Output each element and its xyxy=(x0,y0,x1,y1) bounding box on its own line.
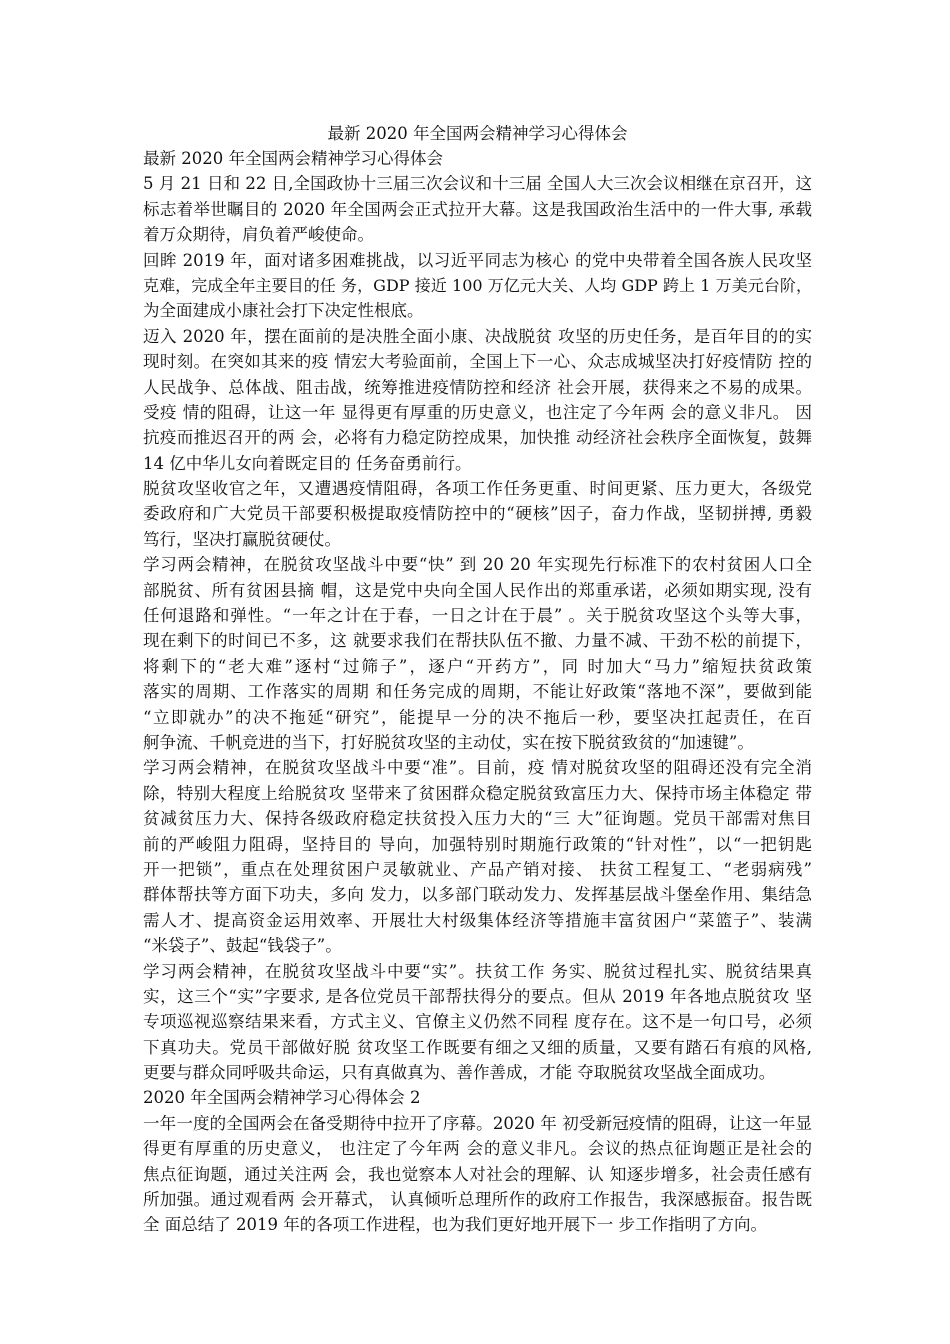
body-line: 5 月 21 日和 22 日,全国政协十三届三次会议和十三届 全国人大三次会议相继在京召开，这 xyxy=(143,174,812,194)
body-line: 实，这三个“实”字要求, 是各位党员干部帮扶得分的要点。但从 2019 年各地点脱贫攻 坚 xyxy=(143,986,812,1006)
body-line: 焦点征询题，通过关注两 会，我也觉察本人对社会的理解、认 知逐步增多，社会责任感有 xyxy=(143,1164,812,1184)
body-line: 学习两会精神，在脱贫攻坚战斗中要“准”。目前，疫 情对脱贫攻坚的阻碍还没有完全消 xyxy=(143,758,812,778)
body-line: 将剩下的“老大难”逐村“过筛子”，逐户“开药方”，同 时加大“马力”缩短扶贫政策 xyxy=(143,656,812,676)
body-line: 克难，完成全年主要目的任 务，GDP 接近 100 万亿元大关、人均 GDP 跨上 1 万美元台阶， xyxy=(143,275,812,295)
document-body xyxy=(143,146,812,1238)
body-line: 人民战争、总体战、阻击战，统筹推进疫情防控和经济 社会开展，获得来之不易的成果。 xyxy=(143,377,812,397)
body-line: 一年一度的全国两会在备受期待中拉开了序幕。2020 年 初受新冠疫情的阻碍，让这一年显 xyxy=(143,1113,812,1133)
body-line: 前的严峻阻力阻碍，坚持目的 导向，加强特别时期施行政策的“针对性”，以“一把钥匙 xyxy=(143,834,812,854)
body-line: 更要与群众同呼吸共命运，只有真做真为、善作善成，才能 夺取脱贫攻坚战全面成功。 xyxy=(143,1063,776,1083)
body-line: 抗疫而推迟召开的两 会，必将有力稳定防控成果，加快推 动经济社会秩序全面恢复，鼓舞 xyxy=(143,428,812,448)
document-title: 最新 2020 年全国两会精神学习心得体会 xyxy=(327,124,628,143)
body-line: 落实的周期、工作落实的周期 和任务完成的周期，不能让好政策“落地不深”，要做到能 xyxy=(143,682,812,702)
body-line: 贫减贫压力大、保持各级政府稳定扶贫投入压力大的“三 大”征询题。党员干部需对焦目 xyxy=(143,809,812,829)
body-line: 14 亿中华儿女向着既定目的 任务奋勇前行。 xyxy=(143,453,472,473)
body-line: 下真功夫。党员干部做好脱 贫攻坚工作既要有细之又细的质量，又要有踏石有痕的风格, xyxy=(143,1037,812,1057)
body-line: 笃行，坚决打赢脱贫硬仗。 xyxy=(143,529,341,549)
body-line: 2020 年全国两会精神学习心得体会 2 xyxy=(143,1088,421,1108)
body-line: 需人才、提高资金运用效率、开展壮大村级集体经济等措施丰富贫困户“菜篮子”、装满 xyxy=(143,910,812,930)
body-line: 着万众期待，肩负着严峻使命。 xyxy=(143,225,374,245)
body-line: “立即就办”的决不拖延“研究”，能提早一分的决不拖后一秒，要坚决扛起责任，在百 xyxy=(143,707,812,727)
body-line: 所加强。通过观看两 会开幕式， 认真倾听总理所作的政府工作报告，我深感振奋。报告既 xyxy=(143,1190,812,1210)
body-line: 得更有厚重的历史意义， 也注定了今年两 会的意义非凡。会议的热点征询题正是社会的 xyxy=(143,1139,812,1159)
body-line: 脱贫攻坚收官之年，又遭遇疫情阻碍，各项工作任务更重、时间更紧、压力更大，各级党 xyxy=(143,479,812,499)
body-line: 全 面总结了 2019 年的各项工作进程，也为我们更好地开展下一 步工作指明了方向。 xyxy=(143,1215,767,1235)
body-line: 舸争流、千帆竞进的当下，打好脱贫攻坚的主动仗，实在按下脱贫致贫的“加速键”。 xyxy=(143,732,754,752)
body-line: 专项巡视巡察结果来看，方式主义、官僚主义仍然不同程 度存在。这不是一句口号，必须 xyxy=(143,1012,812,1032)
body-line: 除，特别大程度上给脱贫攻 坚带来了贫困群众稳定脱贫致富压力大、保持市场主体稳定 带 xyxy=(143,783,812,803)
body-line: 学习两会精神，在脱贫攻坚战斗中要“快” 到 20 20 年实现先行标准下的农村贫困人口全 xyxy=(143,555,812,575)
body-line: 为全面建成小康社会打下决定性根底。 xyxy=(143,301,424,321)
body-line: 受疫 情的阻碍，让这一年 显得更有厚重的历史意义，也注定了今年两 会的意义非凡。 因 xyxy=(143,402,812,422)
body-line: 任何退路和弹性。“一年之计在于春，一日之计在于晨” 。关于脱贫攻坚这个头等大事， xyxy=(143,606,812,626)
document-page xyxy=(143,121,812,1238)
body-line: 委政府和广大党员干部要积极提取疫情防控中的“硬核”因子，奋力作战，坚韧拼搏, 勇毅 xyxy=(143,504,812,524)
body-line: 最新 2020 年全国两会精神学习心得体会 xyxy=(143,149,443,168)
body-line: 开一把锁”，重点在处理贫困户灵敏就业、产品产销对接、 扶贫工程复工、“老弱病残” xyxy=(143,859,812,879)
body-line: 现时刻。在突如其来的疫 情宏大考验面前，全国上下一心、众志成城坚决打好疫情防 控的 xyxy=(143,352,812,372)
body-line: 迈入 2020 年，摆在面前的是决胜全面小康、决战脱贫 攻坚的历史任务，是百年目的的实 xyxy=(143,326,812,346)
body-line: 回眸 2019 年，面对诸多困难挑战，以习近平同志为核心 的党中央带着全国各族人民攻坚 xyxy=(143,250,812,270)
body-line: 标志着举世瞩目的 2020 年全国两会正式拉开大幕。这是我国政治生活中的一件大事, 承载 xyxy=(143,199,812,219)
body-line: 现在剩下的时间已不多，这 就要求我们在帮扶队伍不撤、力量不减、干劲不松的前提下， xyxy=(143,631,812,651)
body-line: 部脱贫、所有贫困县摘 帽，这是党中央向全国人民作出的郑重承诺，必须如期实现, 没有 xyxy=(143,580,812,600)
body-line: 群体帮扶等方面下功夫，多向 发力，以多部门联动发力、发挥基层战斗堡垒作用、集结急 xyxy=(143,885,812,905)
body-line: “米袋子”、鼓起“钱袋子”。 xyxy=(143,936,342,956)
body-line: 学习两会精神，在脱贫攻坚战斗中要“实”。扶贫工作 务实、脱贫过程扎实、脱贫结果真 xyxy=(143,961,812,981)
